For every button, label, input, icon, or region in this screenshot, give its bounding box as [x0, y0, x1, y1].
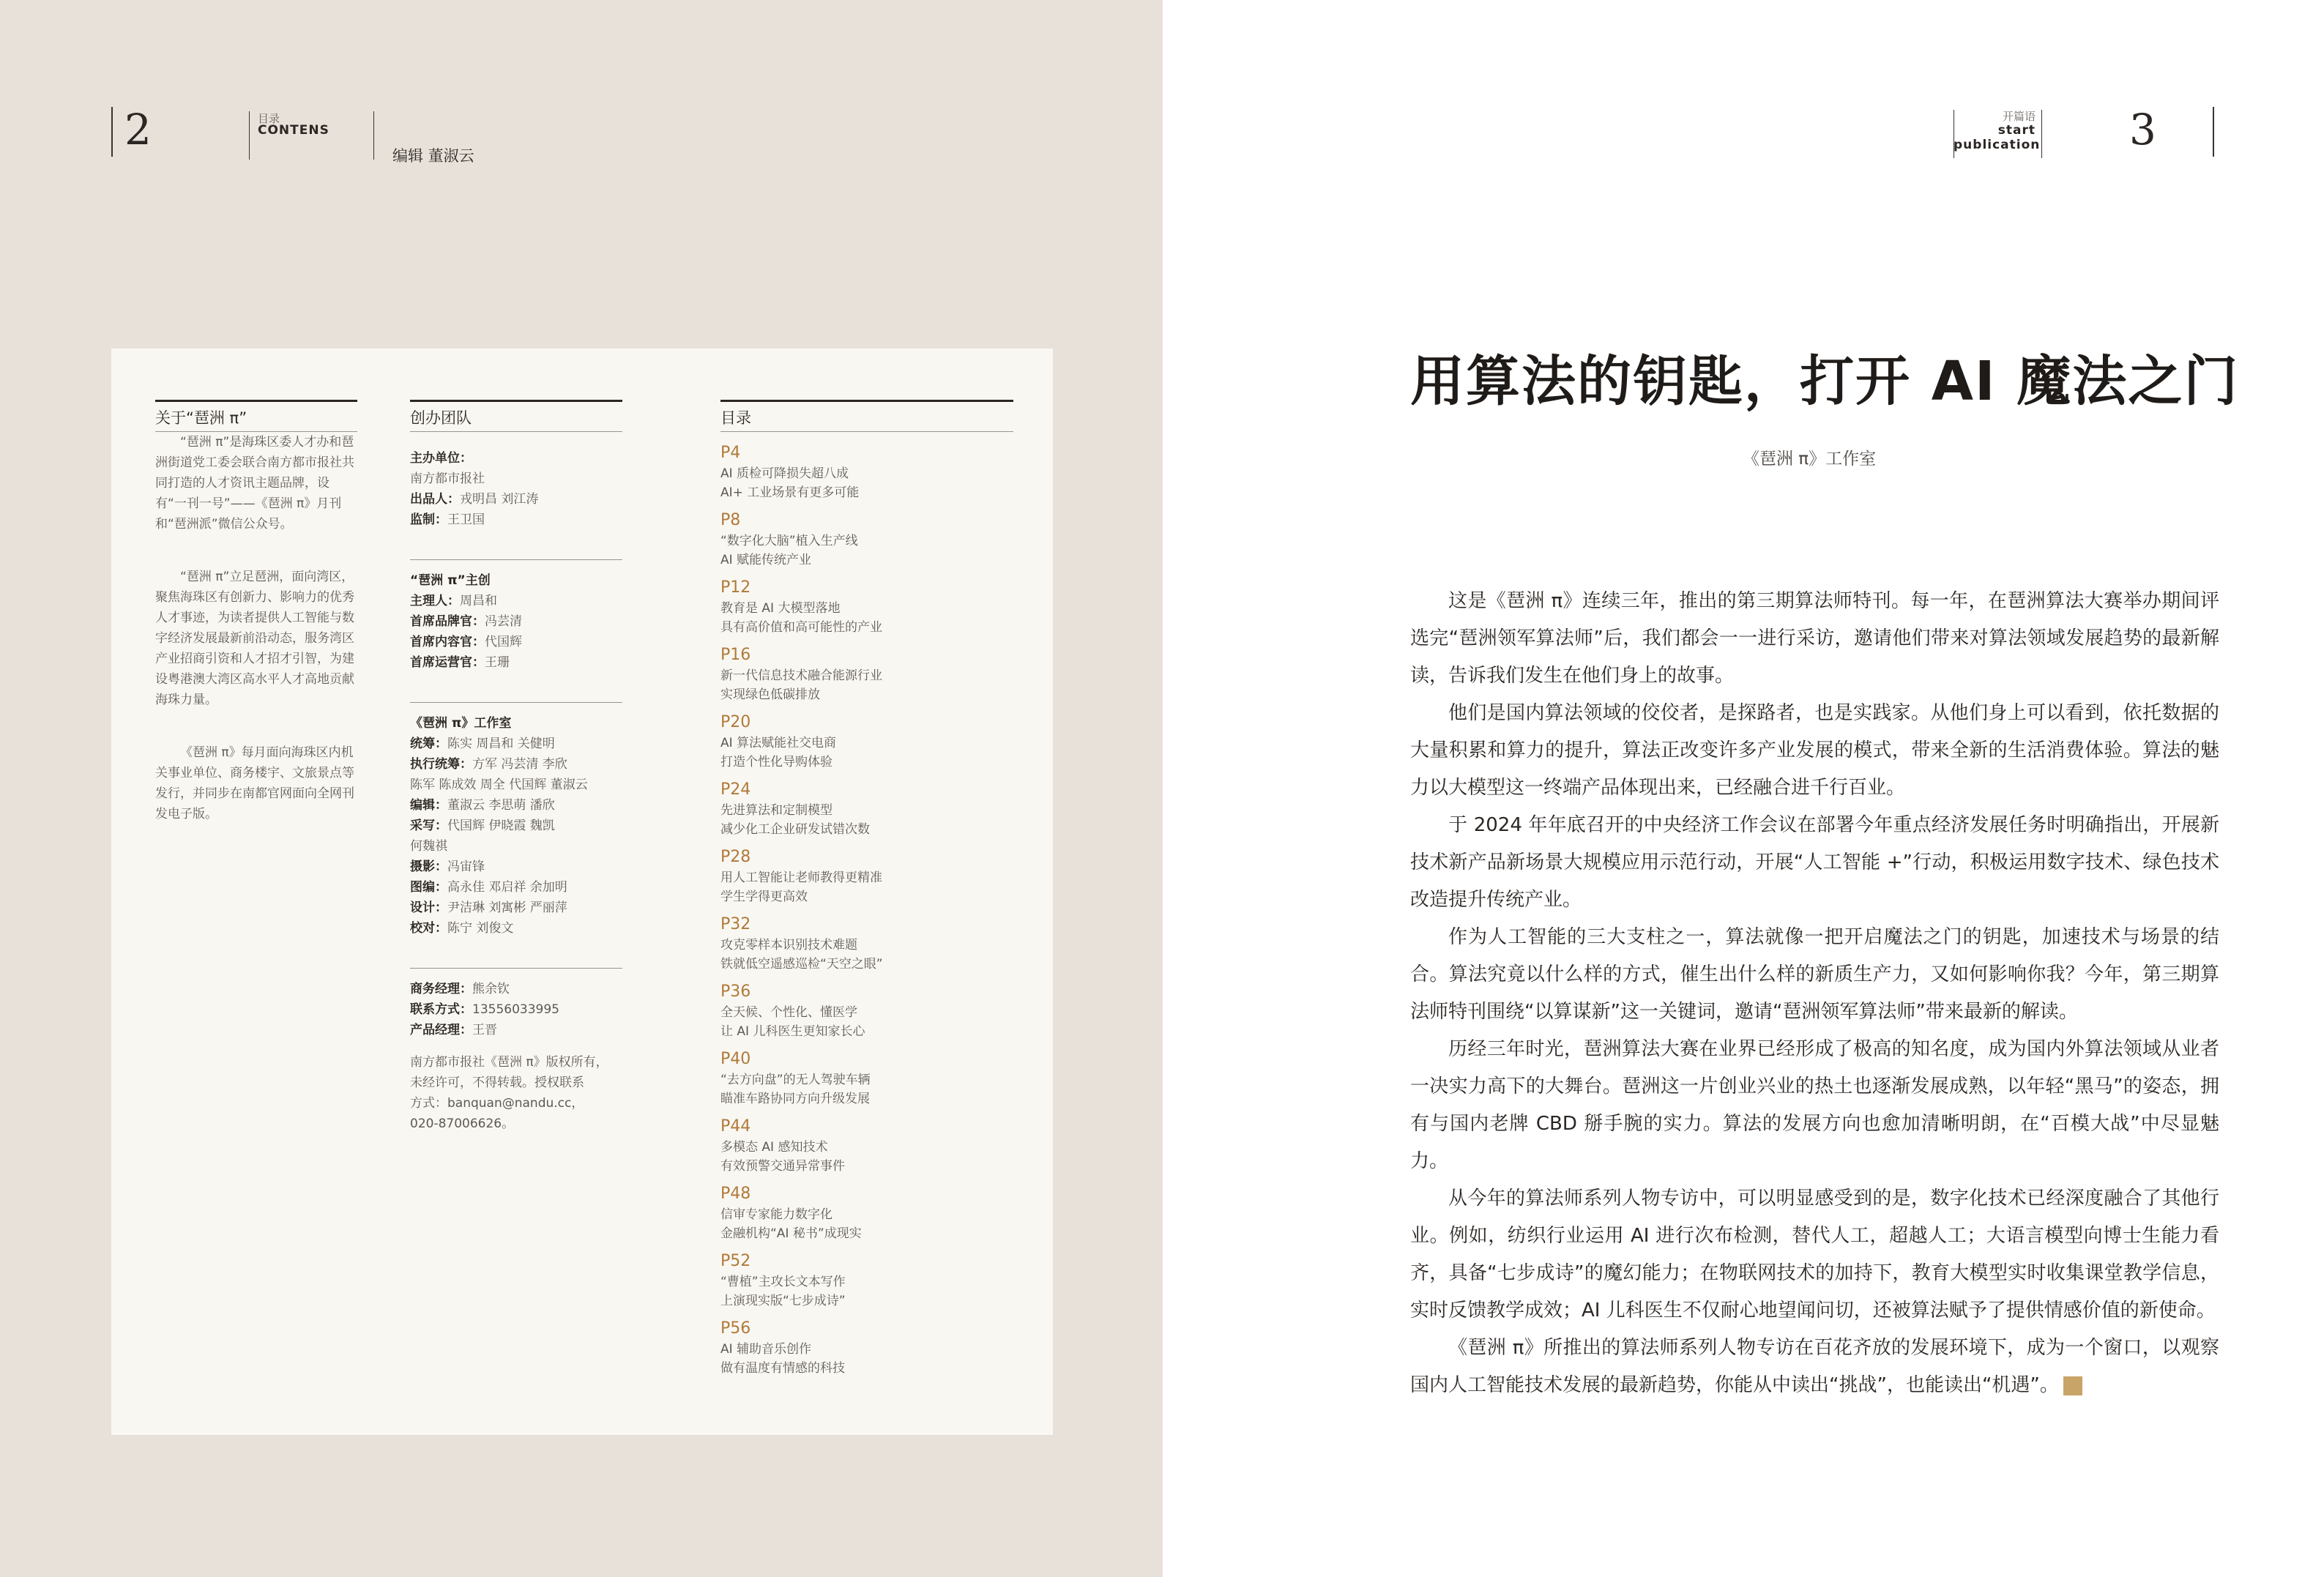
toc-page-number: P20 [720, 713, 751, 731]
team-line: 主理人：周昌和 [410, 594, 497, 608]
toc-page-number: P56 [720, 1319, 751, 1338]
team-line: 商务经理：熊余钦 [410, 982, 510, 996]
toc-page-number: P16 [720, 646, 751, 664]
team-line: 监制：王卫国 [410, 512, 485, 527]
toc-entry-line: 金融机构“AI 秘书”成现实 [720, 1226, 862, 1241]
toc-item[interactable] [720, 577, 1013, 637]
team-line: 首席内容官：代国辉 [410, 635, 522, 649]
toc-entry-line: 学生学得更高效 [720, 890, 808, 904]
body-paragraph-text: 《琶洲 π》所推出的算法师系列人物专访在百花齐放的发展环境下，成为一个窗口，以观察国内人工智能技术发展的最新趋势，你能从中读出“挑战”，也能读出“机遇”。 [1410, 1337, 2219, 1396]
toc-entry-line: 全天候、个性化、懂医学 [720, 1005, 857, 1020]
section-label-en-1: start [1997, 123, 2036, 138]
section-label-cn: 目录 [258, 112, 280, 125]
toc-entry-line: AI 辅助音乐创作 [720, 1342, 812, 1357]
toc-item[interactable] [720, 1048, 1013, 1108]
toc-item[interactable] [720, 644, 1013, 704]
editor-rule [373, 111, 374, 160]
team-line: 主办单位： [410, 451, 472, 466]
toc-entry-line: “数字化大脑”植入生产线 [720, 534, 858, 548]
toc-page-number: P36 [720, 983, 751, 1001]
team-line: 编辑：董淑云 李思萌 潘欣 [410, 798, 555, 813]
business-group [410, 968, 622, 1040]
toc-entry-line: AI 赋能传统产业 [720, 553, 812, 567]
editor-credit: 编辑 董淑云 [392, 147, 474, 165]
toc-item[interactable] [720, 1183, 1013, 1243]
section-rule-left [249, 111, 250, 160]
article-byline: 《琶洲 π》工作室 [1743, 450, 1877, 469]
creators-heading: “琶洲 π”主创 [410, 573, 491, 588]
team-line: 图编：高永佳 邓启祥 余加明 [410, 880, 567, 895]
toc-entry-line: 用人工智能让老师教得更精准 [720, 870, 882, 885]
copyright-notice [410, 1052, 622, 1134]
toc-entry-line: 铁就低空遥感巡检“天空之眼” [720, 957, 883, 972]
section-label-en-2: publication [1954, 138, 2041, 152]
toc-page-number: P40 [720, 1050, 751, 1068]
toc-item[interactable] [720, 442, 1013, 502]
toc-entry-line: 先进算法和定制模型 [720, 803, 833, 818]
copyright-line: 方式：banquan@nandu.cc， [410, 1096, 584, 1111]
toc-entry-line: 有效预警交通异常事件 [720, 1159, 845, 1174]
toc-page-number: P24 [720, 780, 751, 799]
toc-entry-line: AI 算法赋能社交电商 [720, 736, 837, 750]
toc-page-number: P8 [720, 511, 741, 529]
toc-entry-line: “去方向盘”的无人驾驶车辆 [720, 1073, 871, 1087]
toc-entry-line: 具有高价值和高可能性的产业 [720, 620, 882, 635]
toc-entry-line: 信审专家能力数字化 [720, 1207, 833, 1222]
toc-entry-line: 让 AI 儿科医生更知家长心 [720, 1024, 865, 1039]
page-number-rule-left [111, 107, 113, 157]
toc-entry-line: 多模态 AI 感知技术 [720, 1140, 828, 1155]
studio-heading: 《琶洲 π》工作室 [410, 716, 512, 731]
contents-panel [111, 348, 1053, 1435]
toc-entry-line: 上演现实版“七步成诗” [720, 1294, 846, 1308]
team-line: 何魏祺 [410, 839, 447, 854]
creators-group [410, 559, 622, 673]
toc-page-number: P4 [720, 444, 741, 462]
article-title: 用算法的钥匙，打开 AI 魔法之门 [1410, 350, 2240, 413]
toc-entry-line: 实现绿色低碳排放 [720, 687, 820, 702]
toc-item[interactable] [720, 981, 1013, 1041]
toc-item[interactable] [720, 1116, 1013, 1176]
team-line: 摄影：冯宙锋 [410, 860, 485, 874]
page-number: 3 [2129, 105, 2156, 154]
section-rule-right-2 [2041, 110, 2042, 158]
body-paragraph: 于 2024 年年底召开的中央经济工作会议在部署今年重点经济发展任务时明确指出，开展新技术新产品新场景大规模应用示范行动，开展“人工智能 +”行动，积极运用数字技术、绿色技术改造提升传统产业。 [1410, 814, 2219, 911]
team-line: 统筹：陈实 周昌和 关健明 [410, 737, 555, 751]
body-paragraph: 作为人工智能的三大支柱之一，算法就像一把开启魔法之门的钥匙，加速技术与场景的结合。算法究竟以什么样的方式，催生出什么样的新质生产力，又如何影响你我？今年，第三期算法师特刊围绕“以算谋新”这一关键词，邀请“琶洲领军算法师”带来最新的解读。 [1410, 926, 2219, 1023]
page-number-rule-right [2213, 107, 2214, 157]
copyright-line: 南方都市报社《琶洲 π》版权所有， [410, 1055, 608, 1070]
team-line: 陈军 陈成效 周全 代国辉 董淑云 [410, 778, 588, 792]
toc-entry-line: 教育是 AI 大模型落地 [720, 601, 841, 616]
team-line: 采写：代国辉 伊晓霞 魏凯 [410, 819, 555, 833]
team-line: 首席品牌官：冯芸清 [410, 614, 522, 629]
toc-item[interactable] [720, 846, 1013, 906]
page-number: 2 [124, 105, 152, 154]
publisher-group [410, 448, 622, 530]
copyright-line: 020-87006626。 [410, 1116, 515, 1131]
toc-item[interactable] [720, 510, 1013, 570]
toc-page-number: P32 [720, 915, 751, 933]
section-label-en: CONTENS [258, 123, 329, 138]
body-paragraph: 从今年的算法师系列人物专访中，可以明显感受到的是，数字化技术已经深度融合了其他行业。例如，纺织行业运用 AI 进行次布检测，替代人工，超越人工；大语言模型向博士生能力看齐，具备“七步成诗”的魔幻能力；在物联网技术的加持下，教育大模型实时收集课堂教学信息，实时反馈教学成效；AI 儿科医生不仅耐心地望闻问切，还被算法赋予了提供情感价值的新使命。 [1410, 1188, 2219, 1321]
body-paragraph: 他们是国内算法领域的佼佼者，是探路者，也是实践家。从他们身上可以看到，依托数据的大量积累和算力的提升，算法正改变许多产业发展的模式，带来全新的生活消费体验。算法的魅力以大模型这一终端产品体现出来，已经融合进千行百业。 [1410, 702, 2219, 799]
toc-page-number: P48 [720, 1185, 751, 1203]
about-paragraph: “琶洲 π”立足琶洲，面向湾区，聚焦海珠区有创新力、影响力的优秀人才事迹，为读者提供人工智能与数字经济发展最新前沿动态，服务湾区产业招商引资和人才招才引智，为建设粤港澳大湾区高水平人才高地贡献海珠力量。 [155, 570, 354, 707]
toc-heading: 目录 [720, 400, 1013, 432]
toc-page-number: P28 [720, 848, 751, 866]
team-line: 设计：尹洁琳 刘寓彬 严丽萍 [410, 901, 567, 915]
toc-entry-line: 新一代信息技术融合能源行业 [720, 668, 882, 683]
toc-entry-line: AI 质检可降损失超八成 [720, 466, 849, 481]
toc-item[interactable] [720, 914, 1013, 974]
team-line: 南方都市报社 [410, 471, 485, 486]
toc-entry-line: AI+ 工业场景有更多可能 [720, 485, 860, 500]
article-body [1410, 583, 2219, 1404]
team-line: 联系方式：13556033995 [410, 1002, 559, 1017]
about-column [155, 400, 357, 824]
toc-item[interactable] [720, 779, 1013, 839]
team-line: 执行统筹：方军 冯芸清 李欣 [410, 757, 567, 772]
toc-column [720, 400, 1013, 1385]
toc-item[interactable] [720, 1318, 1013, 1378]
copyright-line: 未经许可，不得转载。授权联系 [410, 1075, 584, 1090]
toc-item[interactable] [720, 1250, 1013, 1311]
toc-item[interactable] [720, 712, 1013, 772]
toc-page-number: P44 [720, 1117, 751, 1136]
toc-entry-line: 攻克零样本识别技术难题 [720, 938, 857, 952]
toc-entry-line: 做有温度有情感的科技 [720, 1361, 845, 1376]
toc-entry-line: 打造个性化导购体验 [720, 755, 833, 769]
team-column [410, 400, 622, 1134]
about-paragraph: “琶洲 π”是海珠区委人才办和琶洲街道党工委会联合南方都市报社共同打造的人才资讯主题品牌，设有“一刊一号”——《琶洲 π》月刊和“琶洲派”微信公众号。 [155, 435, 354, 532]
toc-entry-line: 减少化工企业研发试错次数 [720, 822, 870, 837]
team-line: 产品经理：王晋 [410, 1023, 497, 1037]
toc-page-number: P52 [720, 1252, 751, 1270]
right-page: 开篇语 start publication 3 [1163, 0, 2324, 1577]
team-line: 校对：陈宁 刘俊文 [410, 921, 514, 936]
toc-list [720, 442, 1013, 1378]
team-line: 出品人：戎明昌 刘江涛 [410, 492, 539, 507]
body-paragraph: 历经三年时光，琶洲算法大赛在业界已经形成了极高的知名度，成为国内外算法领域从业者一决实力高下的大舞台。琶洲这一片创业兴业的热土也逐渐发展成熟，以年轻“黑马”的姿态，拥有与国内老牌 CBD 掰手腕的实力。算法的发展方向也愈加清晰明朗，在“百模大战”中尽显魅力。 [1410, 1038, 2219, 1172]
toc-entry-line: “曹植”主攻长文本写作 [720, 1275, 846, 1289]
body-paragraph-last [1410, 1330, 2219, 1404]
body-paragraph: 这是《琶洲 π》连续三年，推出的第三期算法师特刊。每一年，在琶洲算法大赛举办期间评选完“琶洲领军算法师”后，我们都会一一进行采访，邀请他们带来对算法领域发展趋势的最新解读，告诉我们发生在他们身上的故事。 [1410, 590, 2219, 687]
team-line: 首席运营官：王珊 [410, 655, 510, 670]
toc-entry-line: 瞄准车路协同方向升级发展 [720, 1092, 870, 1106]
team-heading: 创办团队 [410, 400, 622, 432]
toc-page-number: P12 [720, 578, 751, 597]
pi-end-icon: π [2063, 1376, 2082, 1395]
about-paragraph: 《琶洲 π》每月面向海珠区内机关事业单位、商务楼宇、文旅景点等发行，并同步在南都官网面向全网刊发电子版。 [155, 745, 354, 821]
about-heading: 关于“琶洲 π” [155, 400, 357, 432]
studio-group [410, 702, 622, 939]
